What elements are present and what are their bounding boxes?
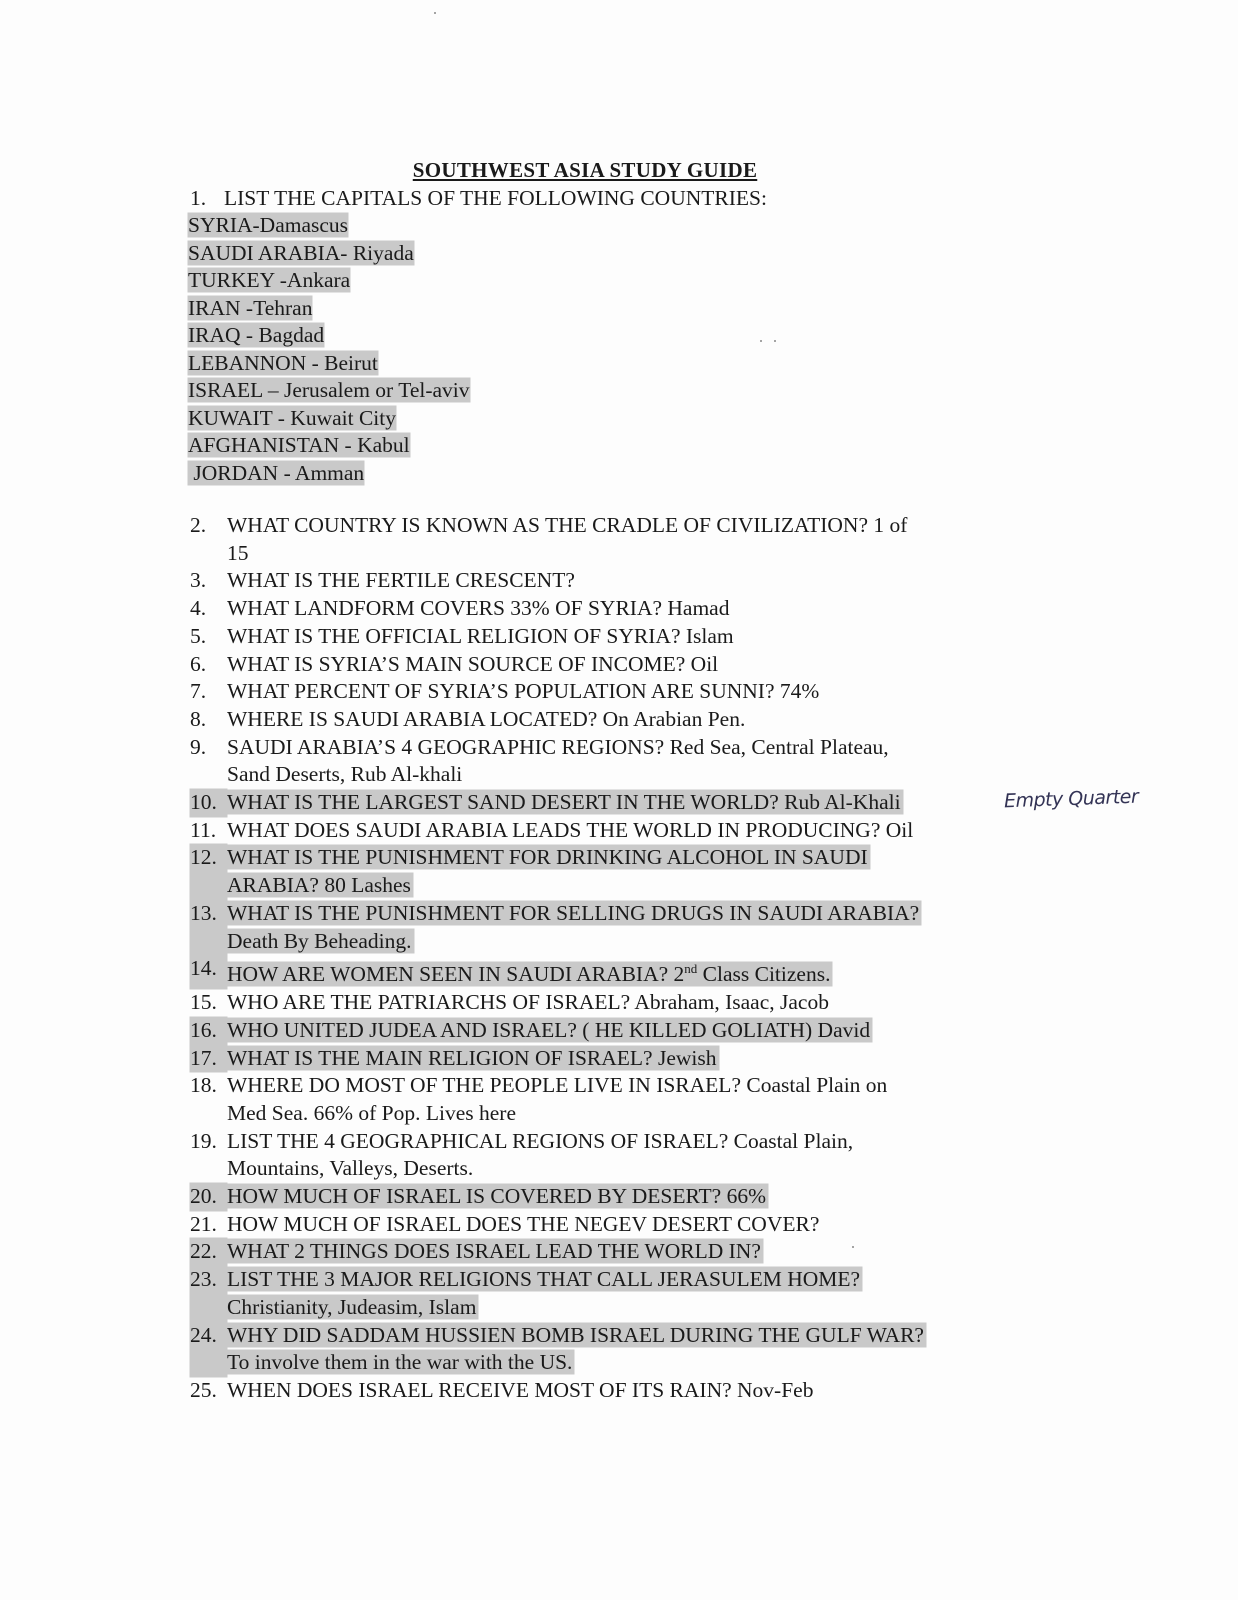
question-item [190,1377,1190,1405]
capital-text: KUWAIT - Kuwait City [188,405,397,430]
question-number: 6. [190,651,207,676]
question-number: 15. [190,990,217,1015]
capital-text: SYRIA-Damascus [188,213,349,237]
question-text: LIST THE 4 GEOGRAPHICAL REGIONS OF ISRAEL? Coastal Plain, [227,1128,854,1153]
question-text: WHO ARE THE PATRIARCHS OF ISRAEL? Abraham, Isaac, Jacob [227,990,829,1015]
question-text: WHAT IS THE MAIN RELIGION OF ISRAEL? Jewish [227,1045,717,1070]
question-item [190,595,1190,623]
question-number: 4. [190,596,207,621]
question-number: 23. [190,1266,227,1321]
question-text: HOW MUCH OF ISRAEL DOES THE NEGEV DESERT COVER? [227,1211,820,1236]
question-item [190,1322,1190,1377]
capital-text: SAUDI ARABIA- Riyada [188,240,414,265]
capital-item [188,212,470,240]
question-text: Sand Deserts, Rub Al-khali [227,762,463,787]
capital-text: IRAQ - Bagdad [188,323,325,347]
question-item [190,1266,1190,1321]
question-1 [190,184,767,212]
question-number: 17. [190,1045,227,1073]
question-item [190,844,1190,899]
capital-item [188,322,470,350]
question-text: WHAT IS THE LARGEST SAND DESERT IN THE WORLD? Rub Al-Khali [227,790,901,815]
question-item [190,512,1190,567]
scan-speck [760,340,762,342]
capital-item [188,295,470,323]
question-text: LIST THE 3 MAJOR RELIGIONS THAT CALL JERASULEM HOME? [227,1267,861,1292]
question-text: WHAT LANDFORM COVERS 33% OF SYRIA? Hamad [227,596,730,621]
question-text: WHAT IS THE PUNISHMENT FOR SELLING DRUGS IN SAUDI ARABIA? [227,900,920,925]
question-number: 13. [190,900,227,955]
question-text: LIST THE CAPITALS OF THE FOLLOWING COUNTRIES: [224,186,767,210]
capital-item [188,405,470,433]
question-number: 5. [190,623,207,648]
question-text: 15 [227,540,249,565]
question-number: 19. [190,1128,217,1153]
question-item [190,651,1190,679]
question-text: WHAT 2 THINGS DOES ISRAEL LEAD THE WORLD IN? [227,1239,761,1264]
capital-item [188,377,470,405]
question-text: WHAT IS THE FERTILE CRESCENT? [227,568,575,593]
question-text: WHAT DOES SAUDI ARABIA LEADS THE WORLD IN PRODUCING? Oil [227,817,914,842]
question-item [190,1128,1190,1183]
capitals-list [188,212,470,487]
capital-text: ISRAEL – Jerusalem or Tel-aviv [188,378,470,402]
question-number: 1. [190,186,207,210]
question-text: Death By Beheading. [227,928,412,953]
question-number: 8. [190,706,207,731]
question-text: HOW MUCH OF ISRAEL IS COVERED BY DESERT? 66% [227,1184,767,1209]
question-text: WHERE DO MOST OF THE PEOPLE LIVE IN ISRAEL? Coastal Plain on [227,1073,888,1098]
question-number: 12. [190,844,227,899]
scan-speck [774,340,776,342]
question-text: Med Sea. 66% of Pop. Lives here [227,1100,516,1125]
question-item [190,706,1190,734]
capital-item [188,240,470,268]
question-item [190,989,1190,1017]
capital-text: LEBANNON - Beirut [188,350,378,375]
question-item [190,1045,1190,1073]
question-item [190,1183,1190,1211]
question-number: 3. [190,568,207,593]
question-item [190,1072,1190,1127]
question-number: 7. [190,679,207,704]
question-number: 10. [190,789,227,817]
question-item [190,900,1190,955]
question-number: 24. [190,1322,227,1377]
question-text: WHERE IS SAUDI ARABIA LOCATED? On Arabian Pen. [227,706,746,731]
question-text: WHEN DOES ISRAEL RECEIVE MOST OF ITS RAIN? Nov-Feb [227,1377,814,1402]
question-number: 25. [190,1377,217,1402]
scan-speck [434,12,436,14]
question-item [190,1211,1190,1239]
question-item [190,678,1190,706]
question-item [190,567,1190,595]
question-text: HOW ARE WOMEN SEEN IN SAUDI ARABIA? 2nd Class Citizens. [227,961,831,987]
question-number: 16. [190,1017,227,1045]
question-item [190,1017,1190,1045]
page-title: SOUTHWEST ASIA STUDY GUIDE [412,158,758,182]
question-number: 21. [190,1211,217,1236]
question-text: Christianity, Judeasim, Islam [227,1294,477,1319]
question-text: To involve them in the war with the US. [227,1350,573,1375]
question-text: WHAT IS THE OFFICIAL RELIGION OF SYRIA? Islam [227,623,734,648]
capital-text: IRAN -Tehran [188,295,313,320]
question-number: 11. [190,817,217,842]
capital-text: AFGHANISTAN - Kabul [188,433,410,457]
question-text: Mountains, Valleys, Deserts. [227,1156,474,1181]
capital-item [188,267,470,295]
question-item [190,734,1190,789]
question-text: SAUDI ARABIA’S 4 GEOGRAPHIC REGIONS? Red Sea, Central Plateau, [227,734,889,759]
question-item [190,817,1190,845]
capital-text: TURKEY -Ankara [188,268,351,292]
question-text: WHAT IS THE PUNISHMENT FOR DRINKING ALCOHOL IN SAUDI [227,845,868,870]
question-number: 9. [190,734,207,759]
capital-item [188,460,470,488]
question-number: 20. [190,1183,227,1211]
question-text: WHAT COUNTRY IS KNOWN AS THE CRADLE OF CIVILIZATION? 1 of [227,513,908,537]
question-number: 18. [190,1073,217,1098]
questions-list [190,512,1190,1405]
scan-speck [852,1246,854,1248]
question-item [190,1238,1190,1266]
question-text: WHAT PERCENT OF SYRIA’S POPULATION ARE SUNNI? 74% [227,679,820,704]
question-item [190,623,1190,651]
capital-item [188,432,470,460]
question-number: 2. [190,513,207,537]
question-text: WHO UNITED JUDEA AND ISRAEL? ( HE KILLED GOLIATH) David [227,1017,871,1042]
capital-item [188,350,470,378]
question-number: 14. [190,955,227,989]
capital-text: JORDAN - Amman [188,460,365,485]
question-number: 22. [190,1238,227,1266]
question-text: WHAT IS SYRIA’S MAIN SOURCE OF INCOME? Oil [227,651,719,676]
question-text: WHY DID SADDAM HUSSIEN BOMB ISRAEL DURING THE GULF WAR? [227,1322,924,1347]
question-item [190,955,1190,989]
handwritten-note: Empty Quarter [1003,785,1139,813]
question-text: ARABIA? 80 Lashes [227,873,411,898]
